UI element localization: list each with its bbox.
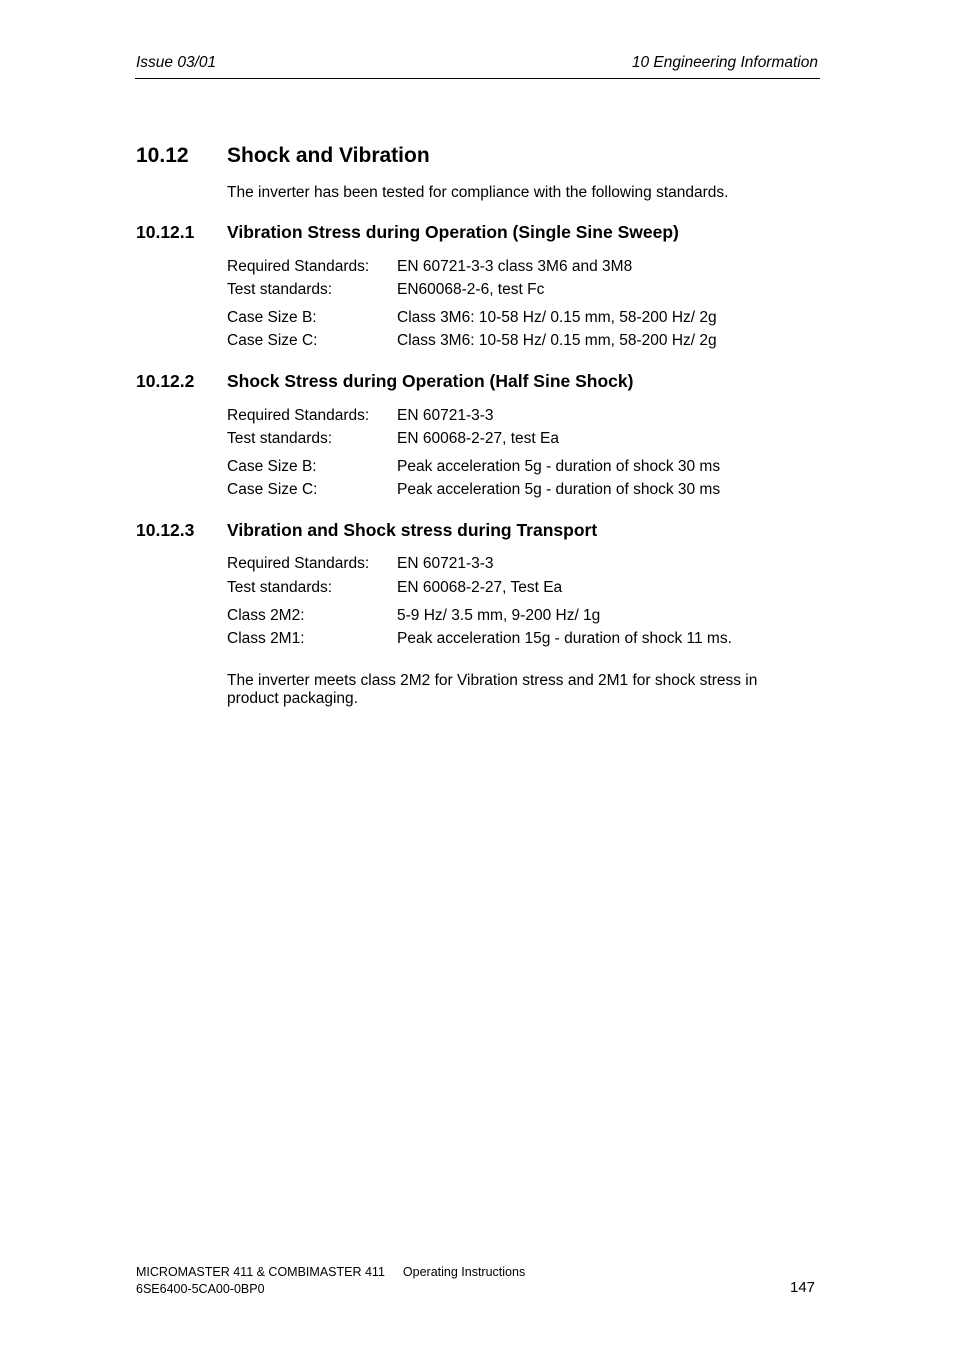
spec-key: Test standards: <box>227 281 333 298</box>
spec-key: Class 2M2: <box>227 607 305 624</box>
spec-key: Case Size B: <box>227 458 317 475</box>
spec-value: EN 60068-2-27, test Ea <box>397 430 559 447</box>
section-intro: The inverter has been tested for compliance with the following standards. <box>227 184 729 201</box>
spec-value: EN60068-2-6, test Fc <box>397 281 545 298</box>
chapter-label: 10 Engineering Information <box>631 54 818 71</box>
spec-value: EN 60721-3-3 class 3M6 and 3M8 <box>397 258 633 275</box>
order-number: 6SE6400-5CA00-0BP0 <box>136 1282 265 1296</box>
subsection-title: Vibration Stress during Operation (Single Sine Sweep) <box>227 222 679 242</box>
subsection-number: 10.12.2 <box>136 371 195 391</box>
spec-value: Class 3M6: 10-58 Hz/ 0.15 mm, 58-200 Hz/ 2g <box>397 309 717 326</box>
section-number: 10.12 <box>136 144 189 167</box>
spec-key: Required Standards: <box>227 258 370 275</box>
doc-type: Operating Instructions <box>402 1265 526 1279</box>
spec-key: Class 2M1: <box>227 630 305 647</box>
section-title: Shock and Vibration <box>227 144 430 167</box>
footer-line-1 <box>136 1264 525 1281</box>
transport-note: The inverter meets class 2M2 for Vibration stress and 2M1 for shock stress in product packaging. <box>227 672 758 707</box>
spec-value: Class 3M6: 10-58 Hz/ 0.15 mm, 58-200 Hz/ 2g <box>397 332 717 349</box>
page-number: 147 <box>790 1279 816 1296</box>
spec-value: Peak acceleration 15g - duration of shock 11 ms. <box>397 630 732 647</box>
spec-value: Peak acceleration 5g - duration of shock 30 ms <box>397 458 721 475</box>
spec-key: Case Size C: <box>227 332 318 349</box>
spec-key: Test standards: <box>227 579 333 596</box>
spec-key: Required Standards: <box>227 555 370 572</box>
issue-label: Issue 03/01 <box>136 54 217 71</box>
spec-value: Peak acceleration 5g - duration of shock 30 ms <box>397 481 721 498</box>
product-name: MICROMASTER 411 & COMBIMASTER 411 <box>136 1265 385 1279</box>
page-header <box>135 54 820 79</box>
subsection-title: Shock Stress during Operation (Half Sine Shock) <box>227 371 634 391</box>
spec-value: EN 60721-3-3 <box>397 407 494 424</box>
subsection-title: Vibration and Shock stress during Transport <box>227 520 598 540</box>
spec-value: EN 60721-3-3 <box>397 555 494 572</box>
page-footer <box>136 1264 525 1298</box>
spec-key: Required Standards: <box>227 407 370 424</box>
spec-key: Test standards: <box>227 430 333 447</box>
spec-value: EN 60068-2-27, Test Ea <box>397 579 563 596</box>
subsection-number: 10.12.3 <box>136 520 195 540</box>
subsection-number: 10.12.1 <box>136 222 195 242</box>
spec-value: 5-9 Hz/ 3.5 mm, 9-200 Hz/ 1g <box>397 607 601 624</box>
spec-key: Case Size C: <box>227 481 318 498</box>
spec-key: Case Size B: <box>227 309 317 326</box>
